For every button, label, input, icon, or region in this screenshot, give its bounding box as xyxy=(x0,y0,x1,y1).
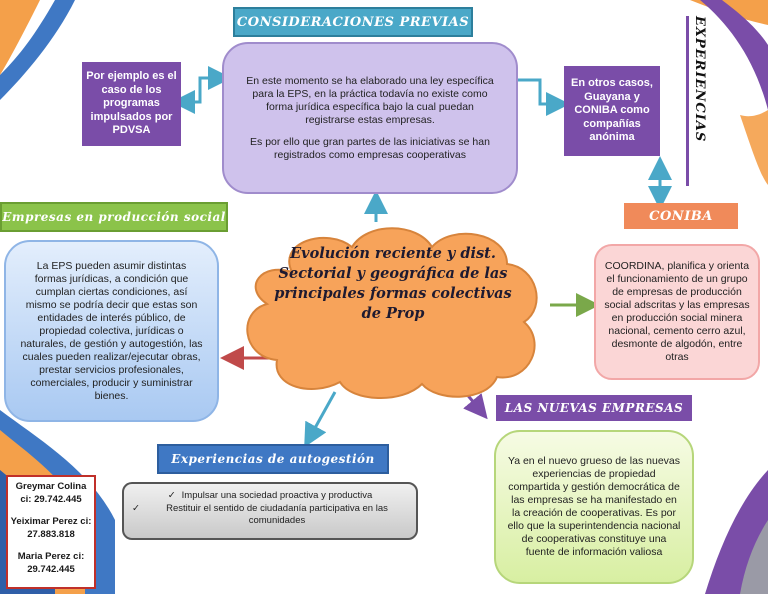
pdvsa-box-text: Por ejemplo es el caso de los programas impulsados por PDVSA xyxy=(86,70,177,137)
pdvsa-box xyxy=(82,62,181,146)
coniba-box-text: COORDINA, planifica y orienta el funcionamiento de un grupo de empresas de producción social adscritas y las empresas en producción social minera nacional, cemento cerro azul, desmonte de algodón, entre otras xyxy=(604,260,750,363)
guayana-box xyxy=(564,66,660,156)
empresas-box-text: La EPS pueden asumir distintas formas jurídicas, a condición que cumplan ciertas condiciones, así mismo se podría decir que estas son entidades de interés público, de propiedad colectiva, jurídicas o naturales, de gestión y autogestión, las cuales pueden realizar/ejecutar obras, prestar servicios profesionales, comerciales, producir y suministrar bienes. xyxy=(20,259,203,402)
nuevas-box xyxy=(494,430,694,584)
coniba-title xyxy=(624,203,738,229)
author-2-ci: 27.883.818 xyxy=(27,529,75,540)
autogestion-title-text: Experiencias de autogestión xyxy=(171,452,375,466)
author-1-name: Greymar Colina xyxy=(15,481,87,492)
consideraciones-paragraph-1: En este momento se ha elaborado una ley específica para la EPS, en la práctica todavía no existe como forma jurídica específica bajo la cual puedan registrarse estas empresas. xyxy=(246,74,494,126)
author-2 xyxy=(10,515,92,541)
consideraciones-title xyxy=(233,7,473,37)
central-title xyxy=(262,244,524,324)
author-3-ci: 29.742.445 xyxy=(27,564,75,575)
consideraciones-box xyxy=(222,42,518,194)
nuevas-title-text: LAS NUEVAS EMPRESAS xyxy=(504,401,684,415)
author-1 xyxy=(10,480,92,506)
autogestion-title xyxy=(157,444,389,474)
check-icon: ✓ xyxy=(167,490,176,501)
coniba-title-text: CONIBA xyxy=(649,208,713,224)
empresas-title-text: Empresas en producción social xyxy=(2,210,226,224)
guayana-box-text: En otros casos, Guayana y CONIBA como compañías anónima xyxy=(571,77,653,144)
authors-box xyxy=(6,475,96,589)
autogestion-item-1 xyxy=(132,490,408,503)
author-3-name: Maria Perez ci: xyxy=(17,551,85,562)
author-1-ci: ci: 29.742.445 xyxy=(20,494,82,505)
empresas-title xyxy=(0,202,228,232)
author-3 xyxy=(10,550,92,576)
consideraciones-title-text: CONSIDERACIONES PREVIAS xyxy=(236,14,470,30)
empresas-box xyxy=(4,240,219,422)
consideraciones-paragraph-2: Es por ello que gran partes de las iniciativas se han registrados como empresas cooperativas xyxy=(250,135,490,161)
central-title-line-1: Evolución reciente y dist. xyxy=(290,245,496,262)
autogestion-item-1-text: Impulsar una sociedad proactiva y productiva xyxy=(181,490,373,501)
central-title-line-3: principales formas colectivas xyxy=(274,285,512,302)
author-2-name: Yeiximar Perez ci: xyxy=(10,516,92,527)
nuevas-title xyxy=(496,395,692,421)
central-title-line-2: Sectorial y geográfica de las xyxy=(278,265,508,282)
check-icon: ✓ xyxy=(132,502,140,514)
experiencias-vertical-text: EXPERIENCIAS xyxy=(692,16,707,143)
nuevas-box-text: Ya en el nuevo grueso de las nuevas experiencias de propiedad compartida y gestión democrática de las empresas se ha manifestado en la creación de cooperativas. Es por ello que la superintendencia nacional de cooperativas constituye una fuente de información valiosa xyxy=(507,455,681,558)
autogestion-item-2 xyxy=(132,503,408,528)
autogestion-box xyxy=(122,482,418,540)
central-title-line-4: de Prop xyxy=(361,305,425,322)
autogestion-item-2-text: Restituir el sentido de ciudadanía participativa en las comunidades xyxy=(166,502,388,526)
coniba-box xyxy=(594,244,760,380)
experiencias-vertical-title xyxy=(686,16,706,186)
